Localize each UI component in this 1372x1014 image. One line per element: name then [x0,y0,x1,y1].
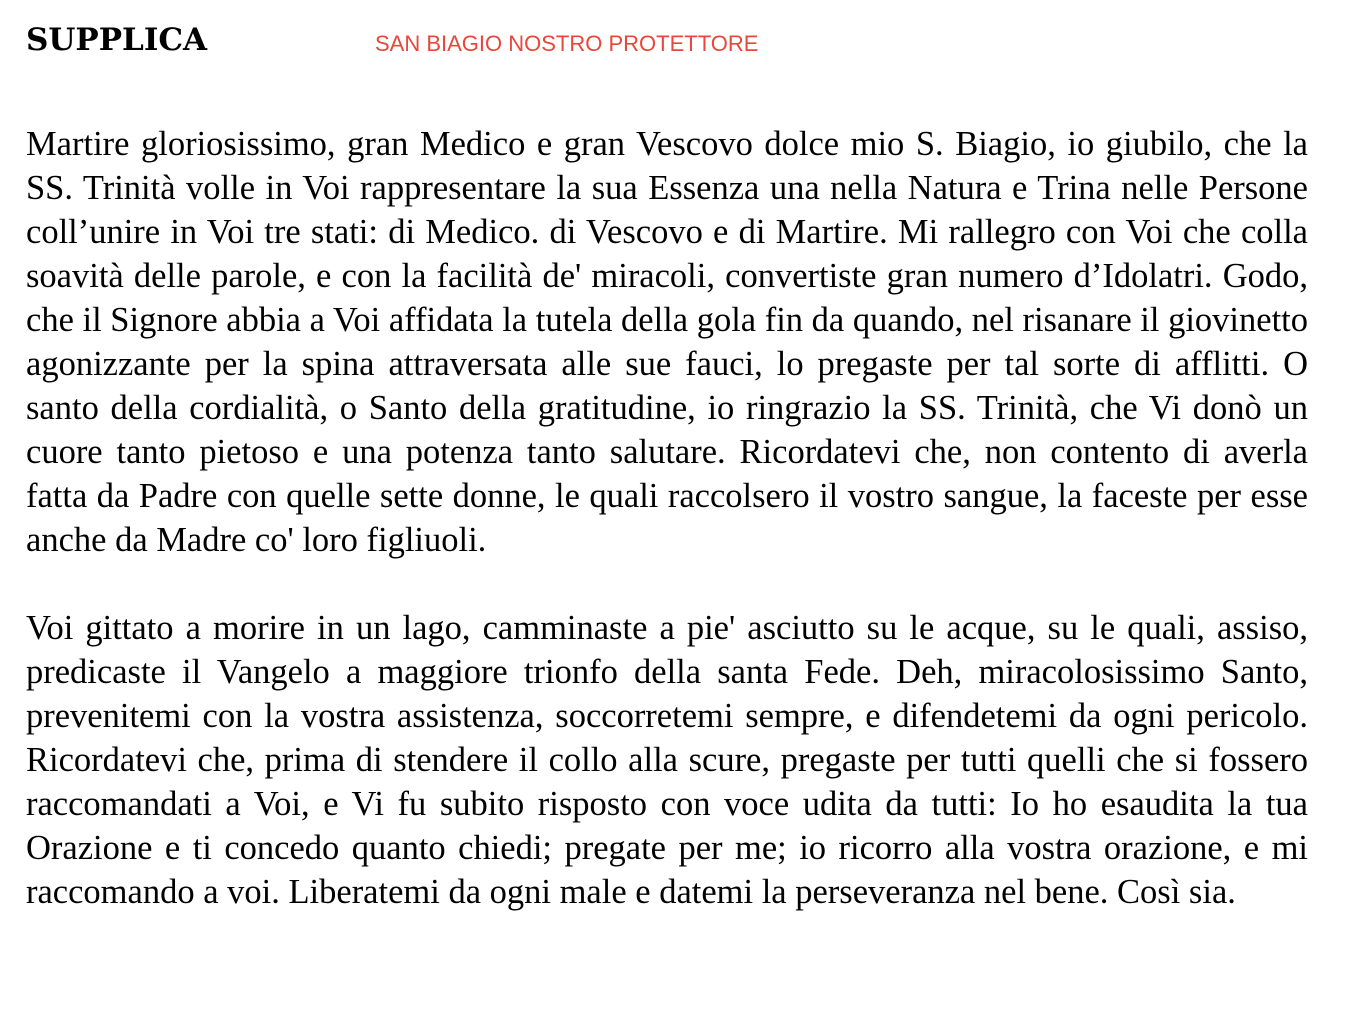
document-title: SUPPLICA [26,22,208,58]
prayer-paragraph-2: Voi gittato a morire in un lago, camminaste a pie' asciutto su le acque, su le quali, assiso, predicaste il Vangelo a maggiore trionfo della santa Fede. Deh, miracolosissimo Santo, prevenitemi con la vostra assistenza, soccorretemi sempre, e difendetemi da ogni pericolo. Ricordatevi che, prima di stendere il collo alla scure, pregaste per tutti quelli che si fossero raccomandati a Voi, e Vi fu subito risposto con voce udita da tutti: Io ho esaudita la tua Orazione e ti concedo quanto chiedi; pregate per me; io ricorro alla vostra orazione, e mi raccomando a voi. Liberatemi da ogni male e datemi la perseveranza nel bene. Così sia. [26,609,1308,911]
document-subtitle: SAN BIAGIO NOSTRO PROTETTORE [375,31,759,56]
prayer-paragraph-1: Martire gloriosissimo, gran Medico e gran Vescovo dolce mio S. Biagio, io giubilo, che la SS. Trinità volle in Voi rappresentare la sua Essenza una nella Natura e Trina nelle Persone coll’unire in Voi tre stati: di Medico. di Vescovo e di Martire. Mi rallegro con Voi che colla soavità delle parole, e con la facilità de' miracoli, convertiste gran numero d’Idolatri. Godo, che il Signore abbia a Voi affidata la tutela della gola fin da quando, nel risanare il giovinetto agonizzante per la spina attraversata alle sue fauci, lo pregaste per tal sorte di afflitti. O santo della cordialità, o Santo della gratitudine, io ringrazio la SS. Trinità, che Vi donò un cuore tanto pietoso e una potenza tanto salutare. Ricordatevi che, non contento di averla fatta da Padre con quelle sette donne, le quali raccolsero il vostro sangue, la faceste per esse anche da Madre co' loro figliuoli. [26,125,1308,559]
prayer-body [26,122,1308,914]
